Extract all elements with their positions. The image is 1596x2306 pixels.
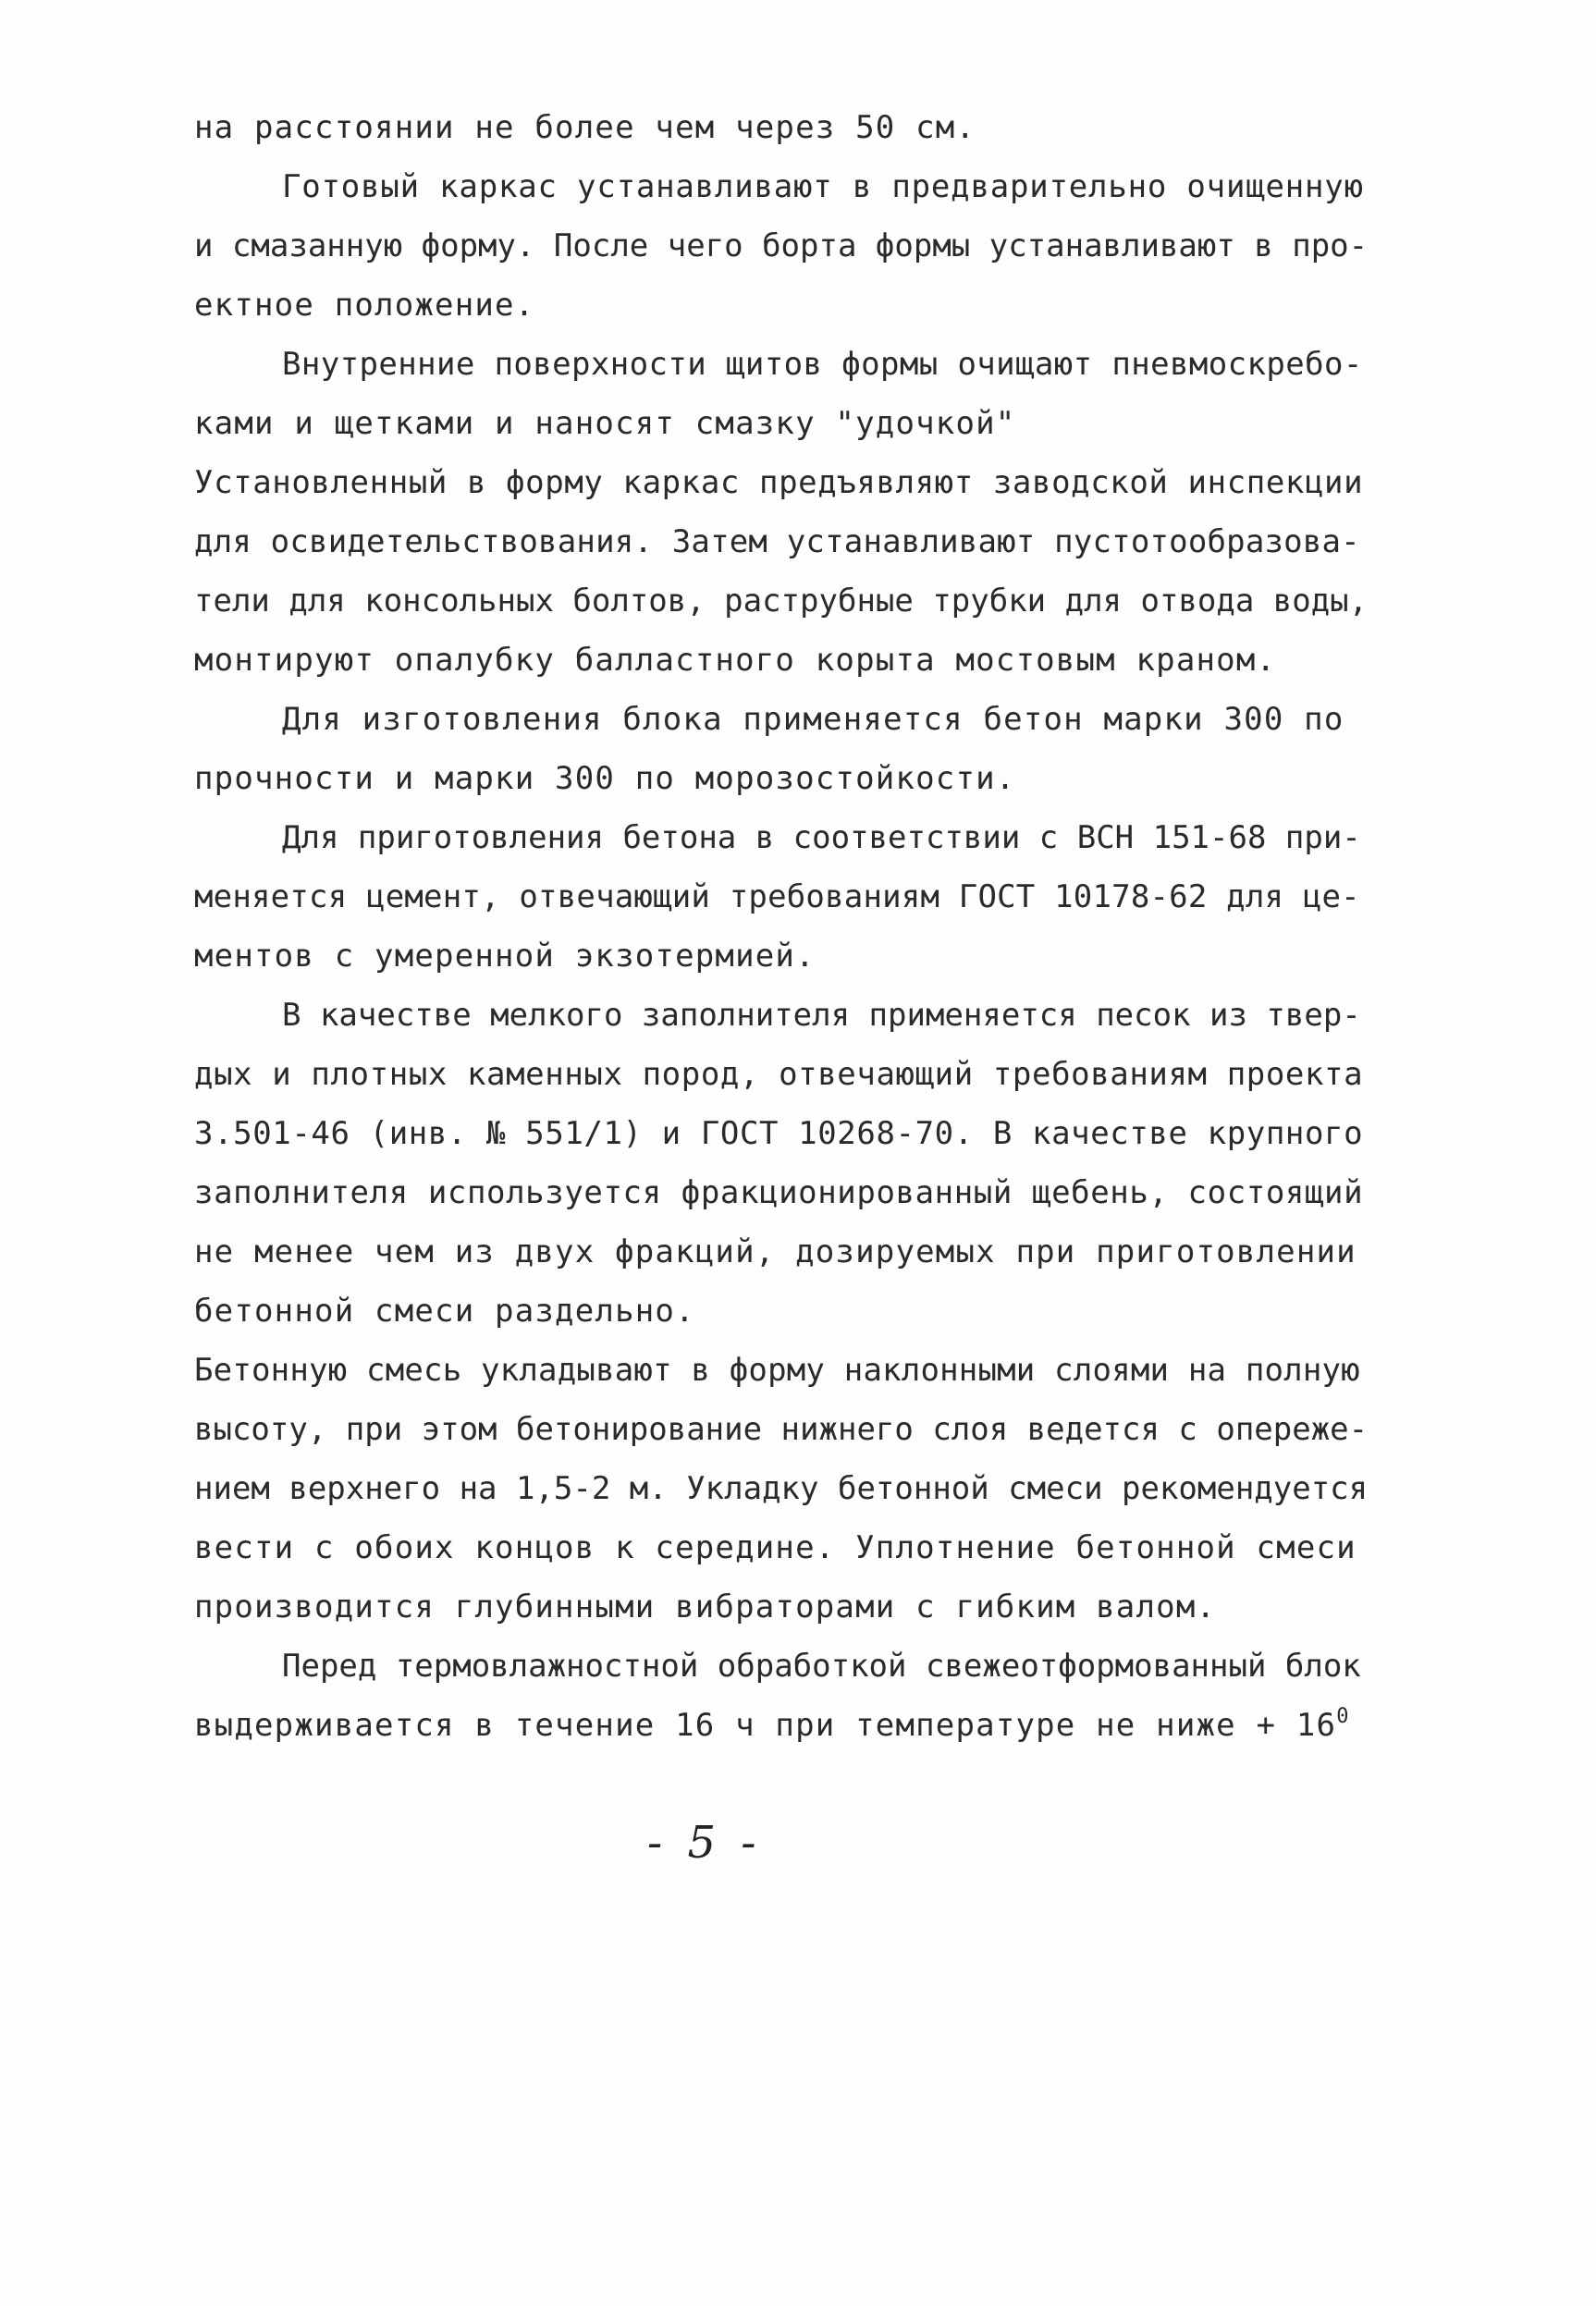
text-line-3: и смазанную форму. После чего борта формы устанавливают в про-: [194, 227, 1369, 264]
text-line-19: заполнителя используется фракционированный щебень, состоящий: [194, 1174, 1364, 1211]
text-line-22: Бетонную смесь укладывают в форму наклонными слоями на полную: [194, 1352, 1360, 1389]
text-line-25: вести с обоих концов к середине. Уплотнение бетонной смеси: [194, 1529, 1357, 1566]
text-line-15: ментов с умеренной экзотермией.: [194, 938, 816, 975]
text-line-13: Для приготовления бетона в соответствии с ВСН 151-68 при-: [282, 819, 1361, 856]
text-line-10: монтируют опалубку балластного корыта мостовым краном.: [194, 642, 1277, 679]
text-line-21: бетонной смеси раздельно.: [194, 1293, 695, 1330]
text-line-9: тели для консольных болтов, раструбные трубки для отвода воды,: [194, 583, 1369, 619]
page-number: - 5 -: [647, 1817, 762, 1869]
text-line-20: не менее чем из двух фракций, дозируемых при приготовлении: [194, 1233, 1357, 1270]
text-line-14: меняется цемент, отвечающий требованиям ГОСТ 10178-62 для це-: [194, 878, 1360, 915]
text-line-28-wrapper: [194, 1707, 1350, 1748]
text-line-17: дых и плотных каменных пород, отвечающий требованиям проекта: [194, 1056, 1364, 1093]
text-line-12: прочности и марки 300 по морозостойкости.: [194, 760, 1016, 797]
text-line-2: Готовый каркас устанавливают в предварительно очищенную: [282, 168, 1364, 205]
text-line-5: Внутренние поверхности щитов формы очищают пневмоскребо-: [282, 346, 1363, 383]
text-line-6: ками и щетками и наносят смазку "удочкой": [194, 405, 1016, 442]
text-line-23: высоту, при этом бетонирование нижнего слоя ведется с опереже-: [194, 1411, 1369, 1448]
text-line-16: В качестве мелкого заполнителя применяется песок из твер-: [282, 997, 1361, 1034]
text-line-27: Перед термовлажностной обработкой свежеотформованный блок: [282, 1648, 1361, 1685]
text-line-24: нием верхнего на 1,5-2 м. Укладку бетонной смеси рекомендуется: [194, 1470, 1369, 1507]
text-line-11: Для изготовления блока применяется бетон марки 300 по: [282, 701, 1344, 738]
text-line-28: выдерживается в течение 16 ч при температуре не ниже + 16: [194, 1707, 1337, 1744]
text-line-8: для освидетельствования. Затем устанавливают пустотообразова-: [194, 523, 1360, 560]
degree-superscript: 0: [1336, 1705, 1350, 1728]
text-line-18: 3.501-46 (инв. № 551/1) и ГОСТ 10268-70. В качестве крупного: [194, 1115, 1364, 1152]
text-line-1: на расстоянии не более чем через 50 см.: [194, 109, 976, 146]
text-line-26: производится глубинными вибраторами с гибким валом.: [194, 1588, 1217, 1625]
text-line-7: Установленный в форму каркас предъявляют заводской инспекции: [194, 464, 1364, 501]
text-line-4: ектное положение.: [194, 287, 535, 324]
